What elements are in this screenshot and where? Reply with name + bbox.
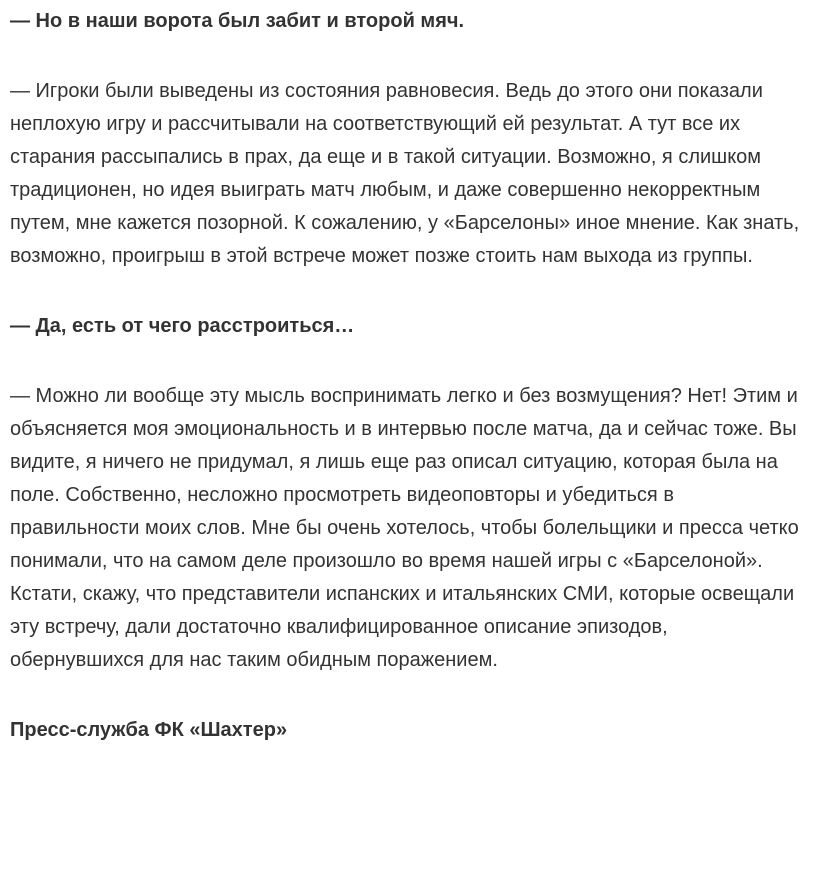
press-service-signature: Пресс-служба ФК «Шахтер»	[10, 719, 288, 741]
interview-answer-2: — Можно ли вообще эту мысль воспринимать легко и без возмущения? Нет! Этим и объясняется моя эмоциональность и в интервью после матча, да и сейчас тоже. Вы видите, я ничего не придумал, я лишь еще раз описал ситуацию, которая была на поле. Собственно, несложно просмотреть видеоповторы и убедиться в правильности моих слов. Мне бы очень хотелось, чтобы болельщики и пресса четко понимали, что на самом деле произошло во время нашей игры с «Барселоной». Кстати, скажу, что представители испанских и итальянских СМИ, которые освещали эту встречу, дали достаточно квалифицированное описание эпизодов, обернувшихся для нас таким обидным поражением.	[10, 385, 799, 671]
interview-question-1: — Но в наши ворота был забит и второй мяч.	[10, 10, 465, 32]
interview-answer-1: — Игроки были выведены из состояния равновесия. Ведь до этого они показали неплохую игру и рассчитывали на соответствующий ей результат. А тут все их старания рассыпались в прах, да еще и в такой ситуации. Возможно, я слишком традиционен, но идея выиграть матч любым, и даже совершенно некорректным путем, мне кажется позорной. К сожалению, у «Барселоны» иное мнение. Как знать, возможно, проигрыш в этой встрече может позже стоить нам выхода из группы.	[10, 80, 800, 267]
interview-question-2: — Да, есть от чего расстроиться…	[10, 315, 355, 337]
